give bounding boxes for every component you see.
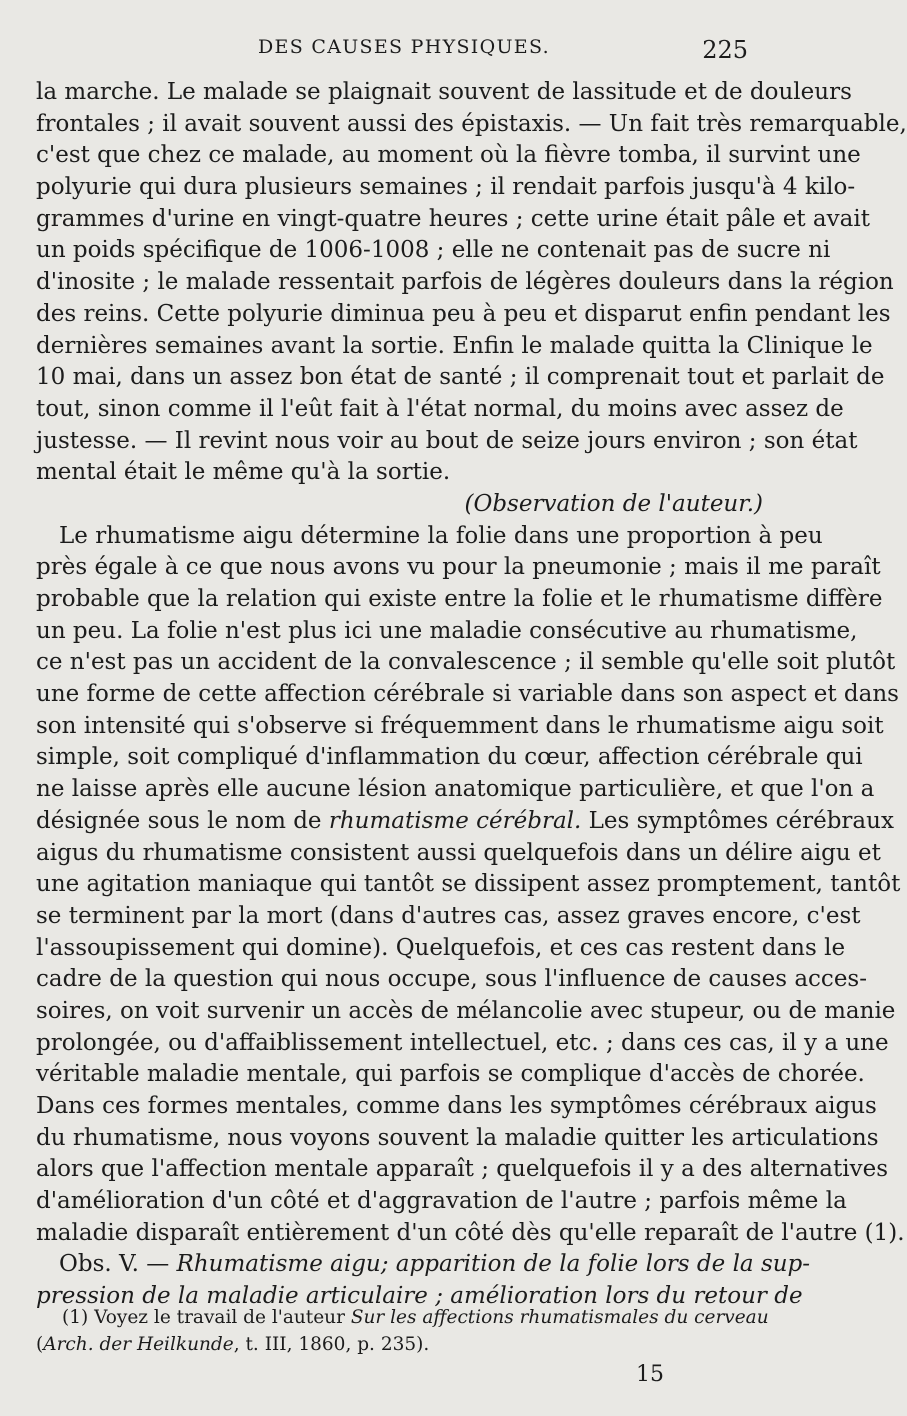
text-line: aigus du rhumatisme consistent aussi quelquefois dans un délire aigu et [36, 839, 881, 866]
text-line: 10 mai, dans un assez bon état de santé ; il comprenait tout et parlait de [36, 364, 885, 391]
italic-term: rhumatisme cérébral. [328, 807, 582, 834]
text-line: des reins. Cette polyurie diminua peu à peu et disparut enfin pendant les [36, 300, 891, 327]
text-segment: désignée sous le nom de [36, 807, 322, 834]
footnote-open: ( [36, 1334, 44, 1355]
text-line: la marche. Le malade se plaignait souvent de lassitude et de douleurs [36, 79, 852, 105]
footnote-journal: Arch. der Heilkunde [43, 1334, 234, 1355]
text-line: tout, sinon comme il l'eût fait à l'état normal, du moins avec assez de [36, 395, 844, 422]
observation-source-text: (Observation de l'auteur.) [464, 490, 763, 517]
observation-source [36, 489, 763, 521]
text-line: véritable maladie mentale, qui parfois se complique d'accès de chorée. [36, 1061, 865, 1088]
text-line: un poids spécifique de 1006-1008 ; elle ne contenait pas de sucre ni [36, 237, 831, 264]
obs-label: Obs. V. — [59, 1251, 170, 1278]
running-title: DES CAUSES PHYSIQUES. [258, 36, 550, 58]
text-line: polyurie qui dura plusieurs semaines ; il rendait parfois jusqu'à 4 kilo- [36, 174, 856, 201]
text-line: une agitation maniaque qui tantôt se dissipent assez promptement, tantôt [36, 871, 901, 898]
text-line: soires, on voit survenir un accès de mélancolie avec stupeur, ou de manie [36, 997, 896, 1024]
text-line: maladie disparaît entièrement d'un côté dès qu'elle reparaît de l'autre (1). [36, 1219, 905, 1246]
text-segment: Les symptômes cérébraux [588, 807, 894, 834]
footnote-line [36, 1304, 769, 1331]
text-line: mental était le même qu'à la sortie. [36, 459, 451, 486]
page-number: 225 [702, 36, 748, 64]
footnote [36, 1304, 769, 1358]
text-line: grammes d'urine en vingt-quatre heures ; cette urine était pâle et avait [36, 205, 870, 232]
text-line: une forme de cette affection cérébrale si variable dans son aspect et dans [36, 681, 899, 708]
page-header [0, 36, 800, 70]
text-line: justesse. — Il revint nous voir au bout de seize jours environ ; son état [36, 427, 858, 454]
text-line: prolongée, ou d'affaiblissement intellectuel, etc. ; dans ces cas, il y a une [36, 1029, 889, 1056]
body-text [36, 77, 907, 1313]
text-line: alors que l'affection mentale apparaît ; quelquefois il y a des alternatives [36, 1156, 889, 1183]
obs-title: Rhumatisme aigu; apparition de la folie lors de la sup- [176, 1251, 811, 1278]
text-line: Dans ces formes mentales, comme dans les symptômes cérébraux aigus [36, 1093, 877, 1119]
text-line: un peu. La folie n'est plus ici une maladie consécutive au rhumatisme, [36, 617, 858, 644]
text-line: d'amélioration d'un côté et d'aggravation de l'autre ; parfois même la [36, 1188, 847, 1215]
text-line: dernières semaines avant la sortie. Enfin le malade quitta la Clinique le [36, 332, 873, 359]
text-line: probable que la relation qui existe entre la folie et le rhumatisme diffère [36, 586, 883, 612]
footnote-prefix: (1) Voyez le travail de l'auteur [62, 1307, 345, 1328]
text-line: près égale à ce que nous avons vu pour la pneumonie ; mais il me paraît [36, 554, 881, 581]
signature-mark: 15 [636, 1362, 664, 1387]
footnote-rest: , t. III, 1860, p. 235). [233, 1334, 430, 1355]
text-line: cadre de la question qui nous occupe, sous l'influence de causes acces- [36, 966, 867, 993]
text-line: c'est que chez ce malade, au moment où la fièvre tomba, il survint une [36, 142, 861, 169]
text-line: d'inosite ; le malade ressentait parfois de légères douleurs dans la région [36, 269, 894, 296]
text-line: Le rhumatisme aigu détermine la folie dans une proportion à peu [59, 522, 823, 549]
footnote-line [36, 1331, 763, 1358]
text-line: ne laisse après elle aucune lésion anatomique particulière, et que l'on a [36, 776, 875, 803]
footnote-work: Sur les affections rhumatismales du cerveau [350, 1307, 769, 1328]
text-line: frontales ; il avait souvent aussi des épistaxis. — Un fait très remarquable, [36, 110, 907, 137]
text-line: l'assoupissement qui domine). Quelquefois, et ces cas restent dans le [36, 934, 846, 961]
text-line-mixed [36, 806, 894, 838]
text-line: se terminent par la mort (dans d'autres cas, assez graves encore, c'est [36, 902, 861, 929]
text-line: simple, soit compliqué d'inflammation du cœur, affection cérébrale qui [36, 744, 863, 771]
obs-heading [36, 1249, 811, 1281]
text-line: du rhumatisme, nous voyons souvent la maladie quitter les articulations [36, 1124, 879, 1151]
obs-title-cont: pression de la maladie articulaire ; amélioration lors du retour de [36, 1283, 803, 1310]
text-line: son intensité qui s'observe si fréquemment dans le rhumatisme aigu soit [36, 712, 884, 739]
text-line: ce n'est pas un accident de la convalescence ; il semble qu'elle soit plutôt [36, 649, 896, 676]
